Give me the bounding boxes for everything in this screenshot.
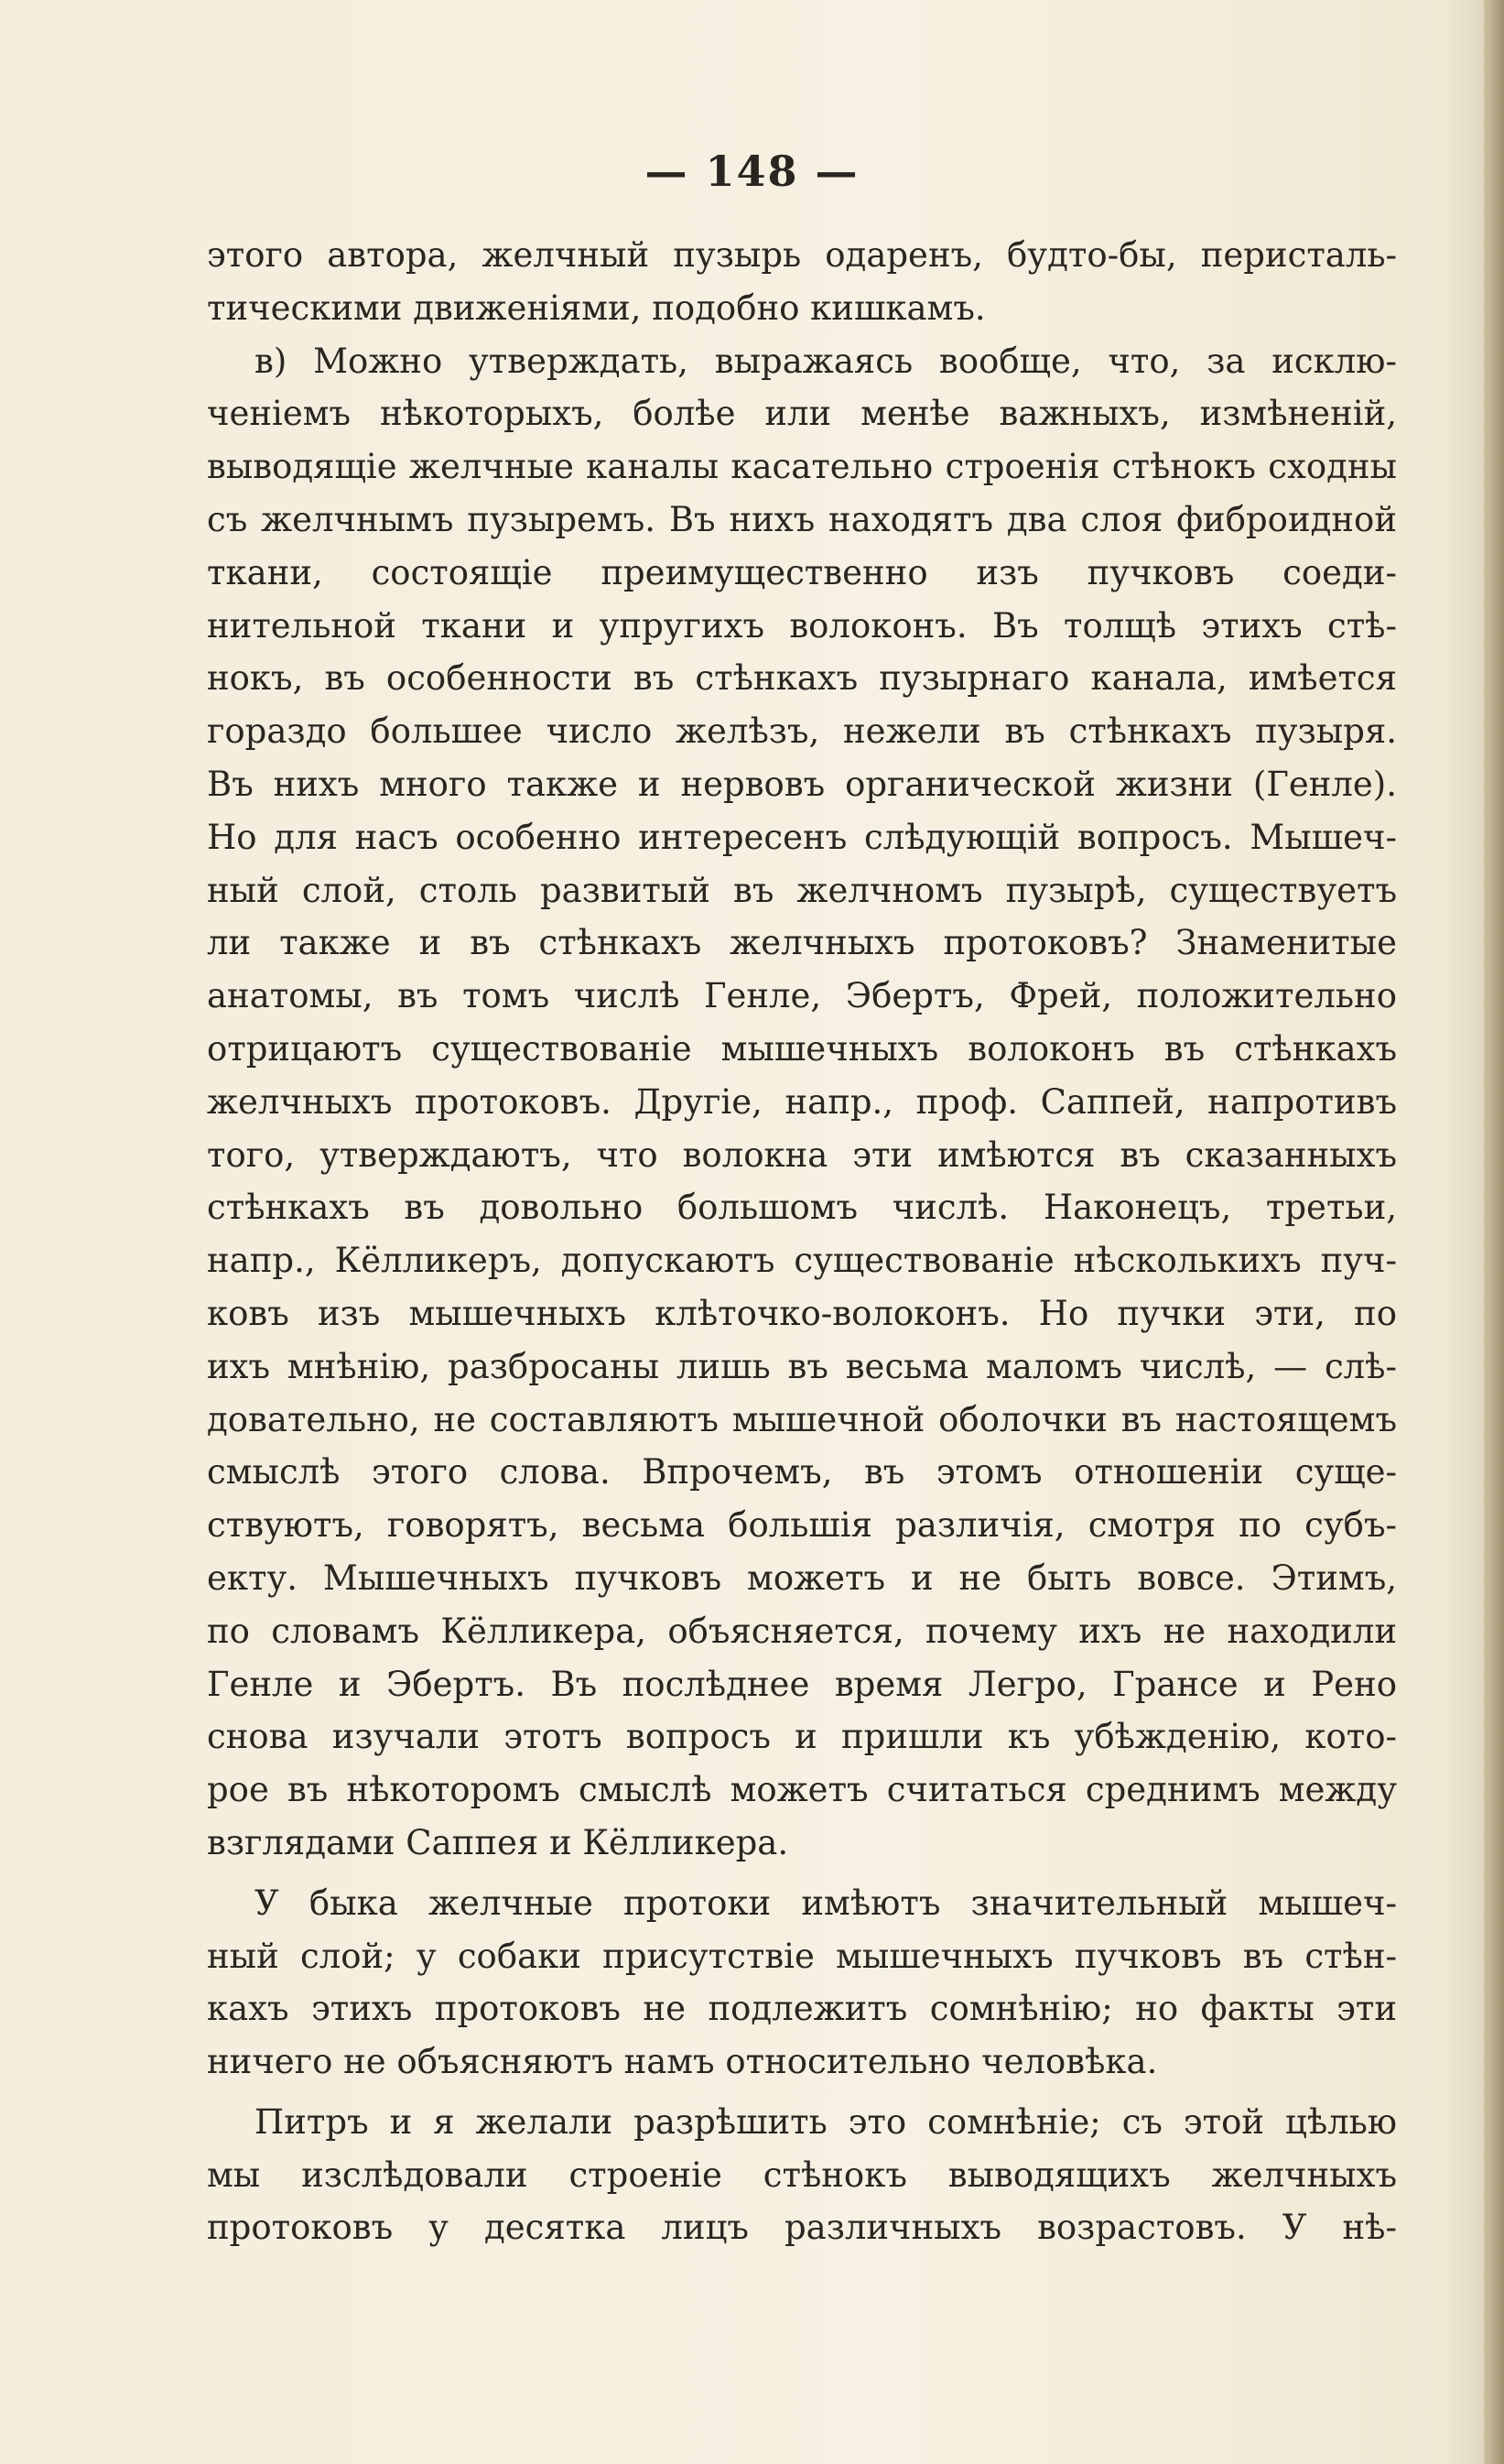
text-line: ли также и въ стѣнкахъ желчныхъ протоковъ? Знаменитые (207, 923, 1397, 963)
text-line: съ желчнымъ пузыремъ. Въ нихъ находятъ два слоя фиброидной (207, 499, 1397, 539)
text-line: мы изслѣдовали строеніе стѣнокъ выводящихъ желчныхъ (207, 2155, 1397, 2195)
text-line: ткани, состоящіе преимущественно изъ пучковъ соеди- (207, 552, 1397, 592)
text-line: снова изучали этотъ вопросъ и пришли къ убѣжденію, кото- (207, 1717, 1397, 1757)
text-line: ченіемъ нѣкоторыхъ, болѣе или менѣе важныхъ, измѣненій, (207, 394, 1397, 434)
text-line: этого автора, желчный пузырь одаренъ, будто-бы, перисталь- (207, 235, 1397, 275)
text-line: Питръ и я желали разрѣшить это сомнѣніе; съ этой цѣлью (254, 2101, 1397, 2142)
text-line: нокъ, въ особенности въ стѣнкахъ пузырнаго канала, имѣется (207, 658, 1397, 699)
text-line: Генле и Эбертъ. Въ послѣднее время Легро, Грансе и Рено (207, 1664, 1397, 1704)
text-line: желчныхъ протоковъ. Другіе, напр., проф. Саппей, напротивъ (207, 1081, 1397, 1122)
text-line: того, утверждаютъ, что волокна эти имѣются въ сказанныхъ (207, 1134, 1397, 1175)
page-number: — 148 — (644, 147, 860, 196)
body-text (207, 229, 1397, 2254)
text-line: отрицаютъ существованіе мышечныхъ волоконъ въ стѣнкахъ (207, 1028, 1397, 1069)
text-line: екту. Мышечныхъ пучковъ можетъ и не быть вовсе. Этимъ, (207, 1558, 1397, 1598)
text-line: ствуютъ, говорятъ, весьма большія различія, смотря по субъ- (207, 1505, 1397, 1546)
text-line: ный слой, столь развитый въ желчномъ пузырѣ, существуетъ (207, 870, 1397, 910)
text-line: ковъ изъ мышечныхъ клѣточко-волоконъ. Но пучки эти, по (207, 1293, 1397, 1333)
text-line: ничего не объясняютъ намъ относительно человѣка. (207, 2042, 1158, 2082)
text-line: тическими движеніями, подобно кишкамъ. (207, 288, 986, 328)
text-line: Въ нихъ много также и нервовъ органической жизни (Генле). (207, 764, 1397, 804)
text-line: ихъ мнѣнію, разбросаны лишь въ весьма маломъ числѣ, — слѣ- (207, 1346, 1397, 1386)
text-line: довательно, не составляютъ мышечной оболочки въ настоящемъ (207, 1399, 1397, 1439)
text-line: анатомы, въ томъ числѣ Генле, Эбертъ, Фрей, положительно (207, 976, 1397, 1016)
text-line: У быка желчные протоки имѣютъ значительный мышеч- (254, 1883, 1397, 1923)
text-line: выводящіе желчные каналы касательно строенія стѣнокъ сходны (207, 447, 1397, 487)
text-line: стѣнкахъ въ довольно большомъ числѣ. Наконецъ, третьи, (207, 1188, 1397, 1228)
page-edge-shadow (1484, 0, 1504, 2464)
text-line: протоковъ у десятка лицъ различныхъ возрастовъ. У нѣ- (207, 2208, 1397, 2248)
text-line: взглядами Саппея и Кёлликера. (207, 1822, 789, 1862)
text-line: ный слой; у собаки присутствіе мышечныхъ пучковъ въ стѣн- (207, 1936, 1397, 1976)
text-line: по словамъ Кёлликера, объясняется, почему ихъ не находили (207, 1611, 1397, 1651)
text-line: рое въ нѣкоторомъ смыслѣ можетъ считаться среднимъ между (207, 1770, 1397, 1810)
text-line: напр., Кёлликеръ, допускаютъ существованіе нѣсколькихъ пуч- (207, 1241, 1397, 1281)
text-line: нительной ткани и упругихъ волоконъ. Въ толщѣ этихъ стѣ- (207, 605, 1397, 646)
text-line: в) Можно утверждать, выражаясь вообще, что, за исклю- (254, 341, 1397, 381)
text-line: гораздо большее число желѣзъ, нежели въ стѣнкахъ пузыря. (207, 711, 1397, 752)
text-line: Но для насъ особенно интересенъ слѣдующій вопросъ. Мышеч- (207, 817, 1397, 857)
text-line: кахъ этихъ протоковъ не подлежитъ сомнѣнію; но факты эти (207, 1989, 1397, 2029)
text-line: смыслѣ этого слова. Впрочемъ, въ этомъ отношеніи суще- (207, 1452, 1397, 1493)
